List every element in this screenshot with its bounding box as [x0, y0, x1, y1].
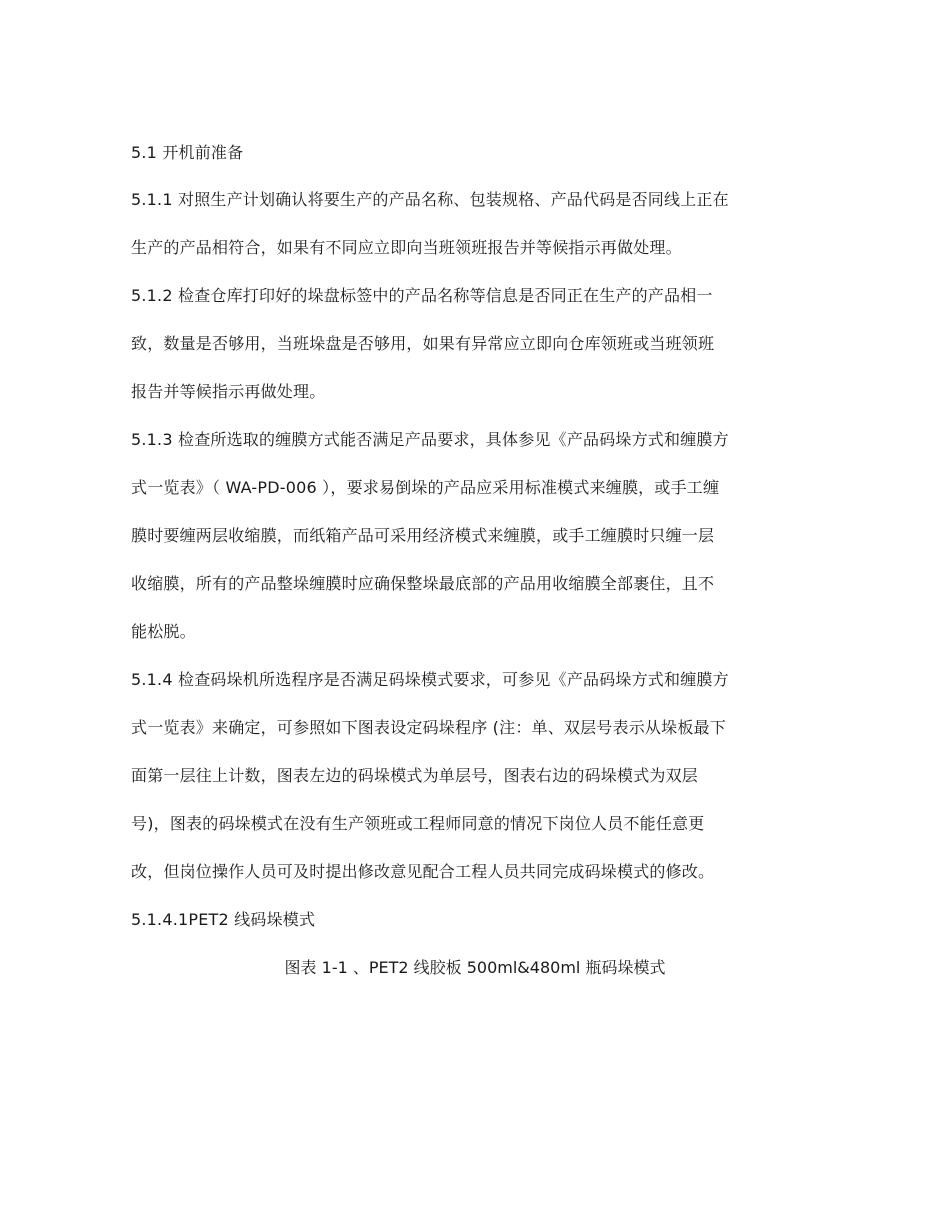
paragraph-5-1-2-line-1: 5.1.2 检查仓库打印好的垛盘标签中的产品名称等信息是否同正在生产的产品相一	[131, 286, 713, 305]
section-heading-5-1: 5.1 开机前准备	[131, 143, 244, 162]
paragraph-5-1-2-line-3: 报告并等候指示再做处理。	[131, 382, 326, 401]
paragraph-5-1-1-line-2: 生产的产品相符合，如果有不同应立即向当班领班报告并等候指示再做处理。	[131, 238, 682, 257]
paragraph-5-1-3-line-1: 5.1.3 检查所选取的缠膜方式能否满足产品要求，具体参见《产品码垛方式和缠膜方	[131, 430, 729, 449]
paragraph-5-1-4-line-1: 5.1.4 检查码垛机所选程序是否满足码垛模式要求，可参见《产品码垛方式和缠膜方	[131, 670, 729, 689]
paragraph-5-1-4-line-2: 式一览表》来确定，可参照如下图表设定码垛程序 (注：单、双层号表示从垛板最下	[131, 718, 726, 737]
paragraph-5-1-2-line-2: 致，数量是否够用，当班垛盘是否够用，如果有异常应立即向仓库领班或当班领班	[131, 334, 715, 353]
paragraph-5-1-1-line-1: 5.1.1 对照生产计划确认将要生产的产品名称、包装规格、产品代码是否同线上正在	[131, 190, 729, 209]
paragraph-5-1-4-line-4: 号)，图表的码垛模式在没有生产领班或工程师同意的情况下岗位人员不能任意更	[131, 814, 705, 833]
paragraph-5-1-3-line-4: 收缩膜，所有的产品整垛缠膜时应确保整垛最底部的产品用收缩膜全部裹住，且不	[131, 574, 715, 593]
paragraph-5-1-4-line-3: 面第一层往上计数，图表左边的码垛模式为单层号，图表右边的码垛模式为双层	[131, 766, 699, 785]
subsection-heading-5-1-4-1: 5.1.4.1PET2 线码垛模式	[131, 910, 316, 929]
paragraph-5-1-4-line-5: 改，但岗位操作人员可及时提出修改意见配合工程人员共同完成码垛模式的修改。	[131, 862, 715, 881]
paragraph-5-1-3-line-2: 式一览表》（ WA-PD-006 ），要求易倒垛的产品应采用标准模式来缠膜，或手工缠	[131, 478, 720, 497]
paragraph-5-1-3-line-5: 能松脱。	[131, 622, 196, 641]
figure-caption: 图表 1-1 、PET2 线胶板 500ml&480ml 瓶码垛模式	[284, 958, 666, 977]
paragraph-5-1-3-line-3: 膜时要缠两层收缩膜，而纸箱产品可采用经济模式来缠膜，或手工缠膜时只缠一层	[131, 526, 715, 545]
